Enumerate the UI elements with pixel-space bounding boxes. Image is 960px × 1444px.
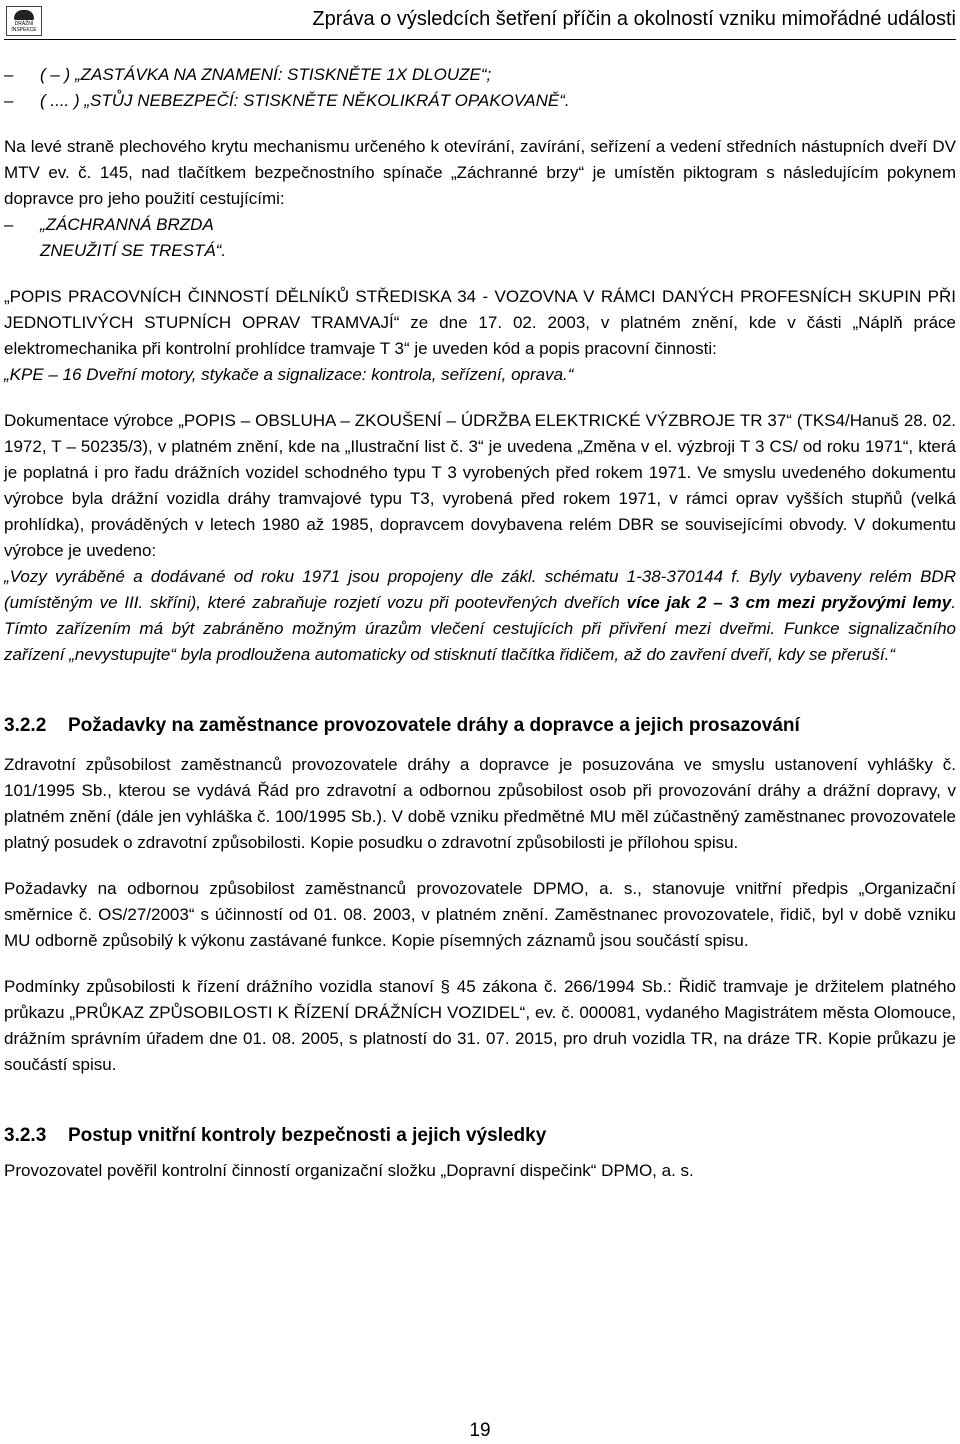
logo-text: DRÁŽNÍ INSPEKCE <box>11 21 37 33</box>
list-item <box>4 212 956 238</box>
quote-text: . Tímto zařízením má být zabráněno možným úrazům vlečení cestujících při přivření mezi dveřmi. Funkce signalizačního zařízení „nevystupujte“ byla prodloužena automaticky od stisknutí tlačítka řidičem, až do zavření dveří, kdy se přeruší.“ <box>4 593 956 664</box>
section-title: Postup vnitřní kontroly bezpečnosti a jejich výsledky <box>68 1125 547 1146</box>
paragraph-odborna: Požadavky na odbornou způsobilost zaměstnanců provozovatele DPMO, a. s., stanovuje vnitřní předpis „Organizační směrnice č. OS/27/2003“ s účinností od 01. 08. 2003, v platném znění. Zaměstnanec provozovatele, řidič, byl v době vzniku MU odborně způsobilý k výkonu zastávané funkce. Kopie písemných záznamů jsou součástí spisu. <box>4 879 956 950</box>
list-item <box>4 88 956 114</box>
section-title: Požadavky na zaměstnance provozovatele dráhy a dopravce a jejich prosazování <box>68 715 800 736</box>
section-number: 3.2.3 <box>4 1125 47 1146</box>
paragraph-podminky: Podmínky způsobilosti k řízení drážního vozidla stanoví § 45 zákona č. 266/1994 Sb.: Řidič tramvaje je držitelem platného průkazu „PRŮKAZ ZPŮSOBILOSTI K ŘÍZENÍ DRÁŽNÍCH VOZIDEL“, ev. č. 000081, vydaného Magistrátem města Olomouce, drážním správním úřadem dne 01. 08. 2005, s platností do 31. 07. 2015, pro druh vozidla TR, na dráze TR. Kopie průkazu je součástí spisu. <box>4 977 956 1074</box>
page-header <box>0 0 960 42</box>
list-item-continuation <box>4 238 956 264</box>
paragraph-popis: „POPIS PRACOVNÍCH ČINNOSTÍ DĚLNÍKŮ STŘEDISKA 34 - VOZOVNA V RÁMCI DANÝCH PROFESNÍCH SKUPIN PŘI JEDNOTLIVÝCH STUPNÍCH OPRAV TRAMVAJÍ“ ze dne 17. 02. 2003, v platném znění, kde v části „Náplň práce elektromechanika při kontrolní prohlídce tramvaje T 3“ je uveden kód a popis pracovní činnosti: <box>4 287 956 358</box>
paragraph-piktogram: Na levé straně plechového krytu mechanismu určeného k otevírání, zavírání, seřízení a vedení středních nástupních dveří DV MTV ev. č. 145, nad tlačítkem bezpečnostního spínače „Záchranné brzy“ je umístěn piktogram s následujícím pokynem dopravce pro jeho použití cestujícími: <box>4 137 956 208</box>
dash-bullet: – <box>4 91 14 110</box>
dash-bullet: – <box>4 65 14 84</box>
header-divider <box>4 39 956 40</box>
dash-bullet: – <box>4 215 14 234</box>
list-item <box>4 62 956 88</box>
report-title: Zpráva o výsledcích šetření příčin a okolností vzniku mimořádné události <box>312 8 956 30</box>
paragraph-zdravotni: Zdravotní způsobilost zaměstnanců provozovatele dráhy a dopravce je posuzována ve smyslu ustanovení vyhlášky č. 101/1995 Sb., kterou se vydává Řád pro zdravotní a odbornou způsobilost osob při provozování dráhy a drážní dopravy, v platném znění (dále jen vyhláška č. 100/1995 Sb.). V době vzniku předmětné MU měl zúčastněný zaměstnanec provozovatele platný posudek o zdravotní způsobilosti. Kopie posudku o zdravotní způsobilosti je přílohou spisu. <box>4 755 956 852</box>
section-number: 3.2.2 <box>4 715 47 736</box>
list-item-text: ZNEUŽITÍ SE TRESTÁ“. <box>40 241 227 260</box>
quote-emphasis: více jak 2 – 3 cm mezi pryžovými lemy <box>626 593 952 612</box>
section-heading <box>4 1122 956 1150</box>
inspection-logo <box>6 6 42 36</box>
logo-mark-icon <box>14 10 34 20</box>
list-item-text: „ZÁCHRANNÁ BRZDA <box>40 215 214 234</box>
list-item-text: ( – ) „ZASTÁVKA NA ZNAMENÍ: STISKNĚTE 1X DLOUZE“; <box>40 65 492 84</box>
paragraph-dokumentace: Dokumentace výrobce „POPIS – OBSLUHA – ZKOUŠENÍ – ÚDRŽBA ELEKTRICKÉ VÝZBROJE TR 37“ (TKS4/Hanuš 28. 02. 1972, T – 50235/3), v platném znění, kde na „Ilustrační list č. 3“ je uvedena „Změna v el. výzbroji T 3 CS/ od roku 1971“, která je poplatná i pro řadu drážních vozidel schodného typu T 3 vyrobených před rokem 1971. Ve smyslu uvedeného dokumentu výrobce byla drážní vozidla dráhy tramvajové typu T3, vyrobená před rokem 1971, v rámci oprav vyšších stupňů (velká prohlídka), prováděných v letech 1980 až 1985, dopravcem dovybavena relém DBR se souvisejícími obvody. V dokumentu výrobce je uvedeno: <box>4 411 956 560</box>
quote-text: „Vozy vyráběné a dodávané od roku 1971 jsou propojeny dle zákl. schématu 1-38-370144 f. Byly vybaveny relém BDR (umístěným ve III. skříni), které zabraňuje rozjetí vozu při pootevřených dveřích <box>4 567 956 612</box>
quote-kpe: „KPE – 16 Dveřní motory, stykače a signalizace: kontrola, seřízení, oprava.“ <box>4 365 574 384</box>
document-body <box>4 62 956 1184</box>
page-number: 19 <box>469 1420 491 1441</box>
section-heading <box>4 712 956 740</box>
quote-vyrobce <box>4 564 956 668</box>
paragraph-provozovatel: Provozovatel pověřil kontrolní činností organizační složku „Dopravní dispečink“ DPMO, a. s. <box>4 1161 694 1180</box>
list-item-text: ( .... ) „STŮJ NEBEZPEČÍ: STISKNĚTE NĚKOLIKRÁT OPAKOVANĚ“. <box>40 91 570 110</box>
